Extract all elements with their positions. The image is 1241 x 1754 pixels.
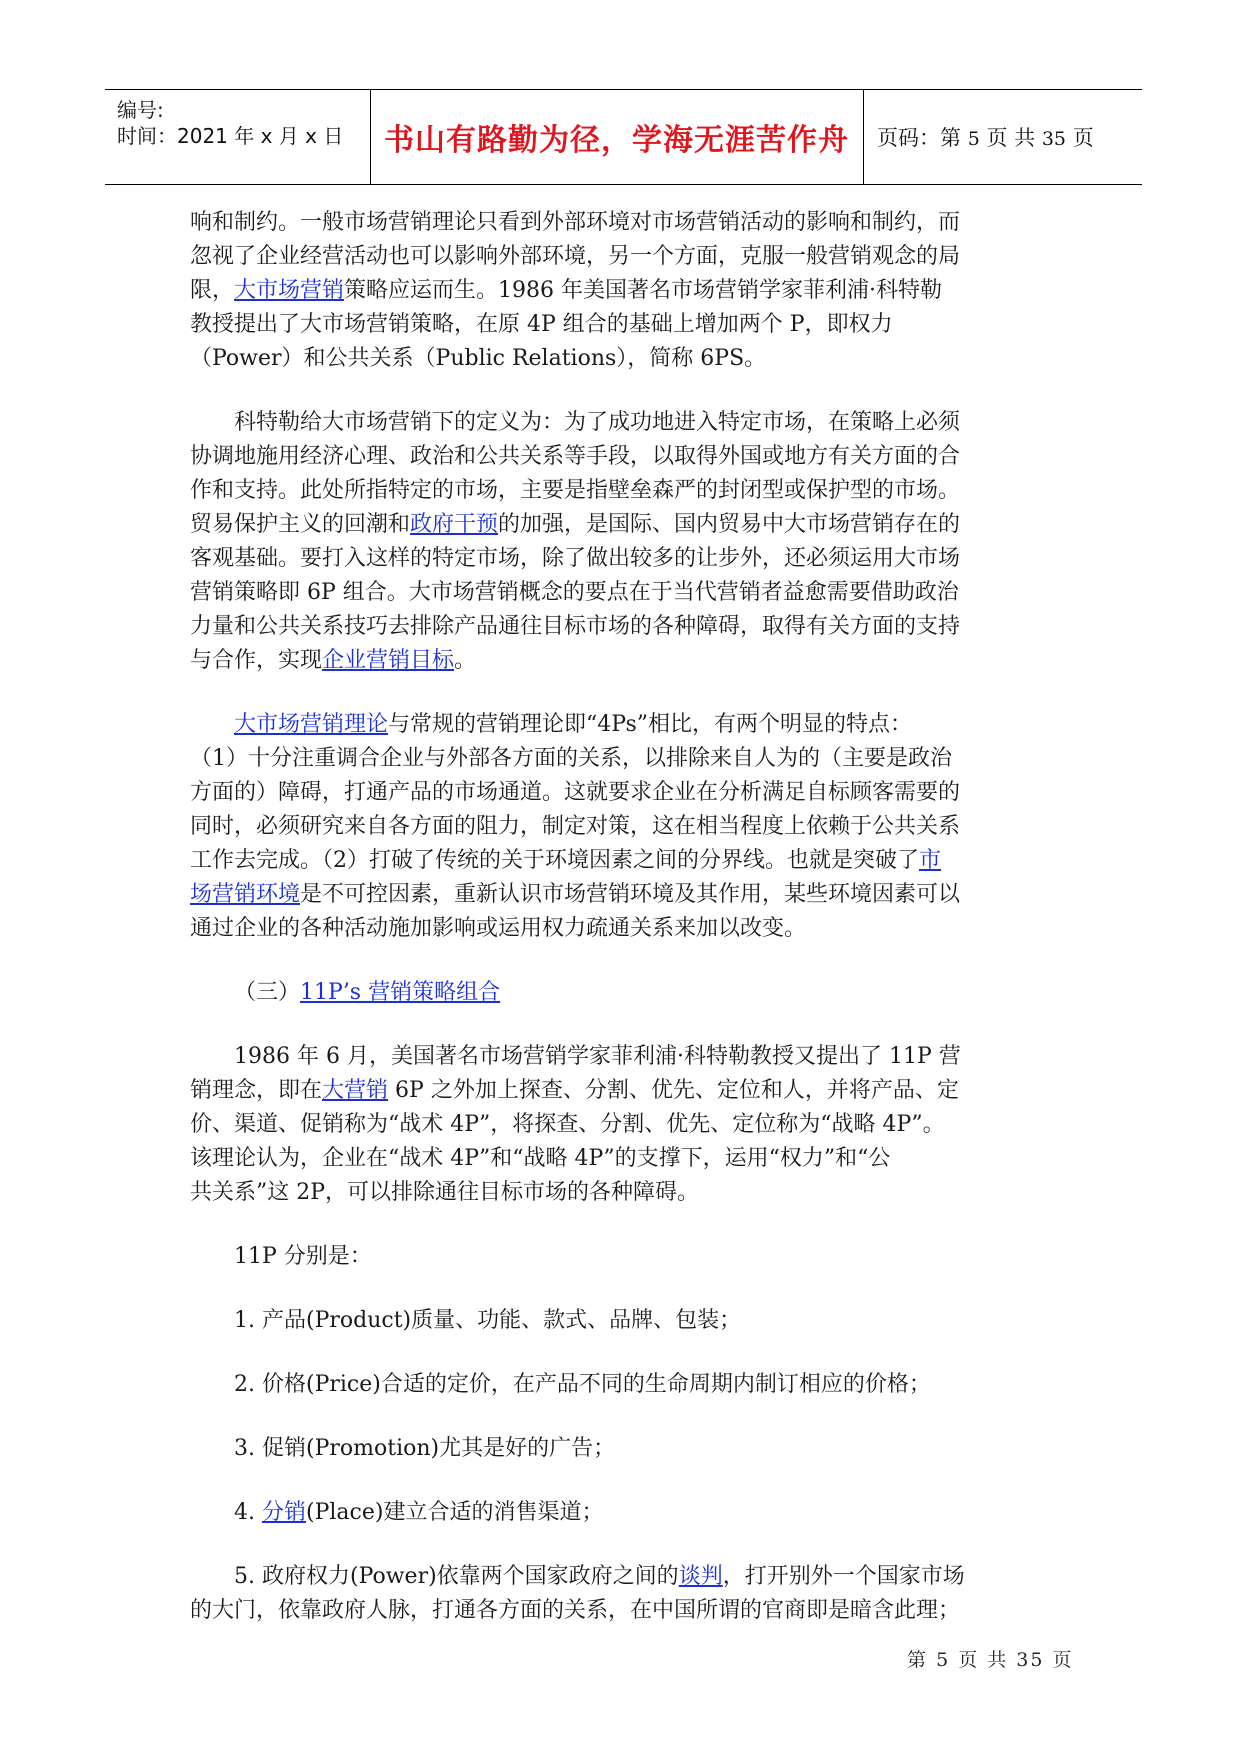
text-span: 的加强，是国际、国内贸易中大市场营销存在的 [498, 512, 961, 537]
text-line [190, 844, 1065, 878]
text-line: 营销策略即 6P 组合。大市场营销概念的要点在于当代营销者益愈需要借助政治 [190, 580, 959, 605]
text-line: 同时，必须研究来自各方面的阻力，制定对策，这在相当程度上依赖于公共关系 [190, 814, 961, 839]
page-footer [907, 1645, 1074, 1672]
text-line: 响和制约。一般市场营销理论只看到外部环境对市场营销活动的影响和制约，而 [190, 210, 961, 235]
text-line: 科特勒给大市场营销下的定义为：为了成功地进入特定市场，在策略上必须 [234, 410, 961, 435]
link-zhengfu-ganyu[interactable]: 政府干预 [410, 512, 499, 537]
text-line: 方面的）障碍，打通产品的市场通道。这就要求企业在分析满足自标顾客需要的 [190, 780, 961, 805]
time-label: 时间：2021 年 x 月 x 日 [117, 124, 344, 148]
text-span: 销理念，即在 [190, 1078, 323, 1103]
text-span: 6P 之外加上探查、分割、优先、定位和人，并将产品、定 [388, 1078, 959, 1103]
text-line: 该理论认为，企业在“战术 4P”和“战略 4P”的支撑下，运用“权力”和“公 [190, 1146, 891, 1171]
list-intro: 11P 分别是： [234, 1244, 372, 1269]
motto-text: 书山有路勤为径，学海无涯苦作舟 [384, 123, 849, 158]
page-prefix: 页码：第 [877, 126, 961, 150]
text-span: 4. [234, 1500, 262, 1525]
footer-page-total: 35 [1016, 1649, 1045, 1671]
text-span: 是不可控因素，重新认识市场营销环境及其作用，某些环境因素可以 [300, 882, 961, 907]
link-shichang-yingxiao-huanjing-part2[interactable]: 场营销环境 [190, 882, 301, 907]
link-da-shichang-yingxiao-lilun[interactable]: 大市场营销理论 [234, 712, 389, 737]
text-span: 5. 政府权力(Power)依靠两个国家政府之间的 [234, 1564, 679, 1589]
text-line [190, 1074, 1065, 1108]
text-line: 作和支持。此处所指特定的市场，主要是指壁垒森严的封闭型或保护型的市场。 [190, 478, 961, 503]
text-span: 。 [454, 648, 477, 673]
text-span: 策略应运而生。1986 年美国著名市场营销学家菲利浦·科特勒 [344, 278, 943, 303]
page-total: 35 [1041, 128, 1067, 150]
link-fenxiao[interactable]: 分销 [261, 1500, 306, 1525]
text-line [190, 878, 1065, 912]
link-tanpan[interactable]: 谈判 [678, 1564, 723, 1589]
serial-label: 编号: [117, 98, 164, 122]
document-body [190, 206, 1065, 1628]
list-item [190, 1560, 1065, 1594]
text-line [190, 274, 1065, 308]
footer-prefix: 第 [907, 1649, 929, 1671]
page-suffix: 页 [1072, 126, 1094, 150]
header-page-info [877, 122, 1094, 152]
text-line: 客观基础。要打入这样的特定市场，除了做出较多的让步外，还必须运用大市场 [190, 546, 961, 571]
text-line: 忽视了企业经营活动也可以影响外部环境，另一个方面，克服一般营销观念的局 [190, 244, 961, 269]
text-line [190, 708, 1065, 742]
header-motto-cell [370, 90, 864, 184]
text-line: 1986 年 6 月，美国著名市场营销学家菲利浦·科特勒教授又提出了 11P 营 [234, 1044, 961, 1069]
list-item: 3. 促销(Promotion)尤其是好的广告； [234, 1436, 616, 1461]
text-line: 协调地施用经济心理、政治和公共关系等手段，以取得外国或地方有关方面的合 [190, 444, 961, 469]
text-line [190, 508, 1065, 542]
link-shichang-yingxiao-huanjing-part1[interactable]: 市 [919, 848, 942, 873]
list-item: 2. 价格(Price)合适的定价，在产品不同的生命周期内制订相应的价格； [234, 1372, 931, 1397]
header-page-cell [863, 90, 1142, 184]
section-heading [190, 976, 1065, 1010]
text-span: 与常规的营销理论即“4Ps”相比，有两个明显的特点： [388, 712, 913, 737]
text-line: 教授提出了大市场营销策略，在原 4P 组合的基础上增加两个 P，即权力 [190, 312, 893, 337]
header-meta-cell [105, 90, 371, 184]
text-line: 力量和公共关系技巧去排除产品通往目标市场的各种障碍，取得有关方面的支持 [190, 614, 961, 639]
text-line [190, 644, 1065, 678]
footer-suffix: 页 [1052, 1649, 1074, 1671]
text-span: 与合作，实现 [190, 648, 323, 673]
text-line: 的大门，依靠政府人脉，打通各方面的关系，在中国所谓的官商即是暗含此理； [190, 1598, 961, 1623]
text-span: (Place)建立合适的消售渠道； [306, 1500, 604, 1525]
text-span: 贸易保护主义的回潮和 [190, 512, 411, 537]
page-mid: 页 共 [986, 126, 1036, 150]
link-qiye-yingxiao-mubiao[interactable]: 企业营销目标 [322, 648, 455, 673]
footer-mid: 页 共 [958, 1649, 1009, 1671]
text-line: 共关系”这 2P，可以排除通往目标市场的各种障碍。 [190, 1180, 700, 1205]
link-da-yingxiao[interactable]: 大营销 [322, 1078, 389, 1103]
list-item [190, 1496, 1065, 1530]
heading-prefix: （三） [234, 980, 301, 1005]
text-span: ，打开别外一个国家市场 [722, 1564, 965, 1589]
text-span: 工作去完成。（2）打破了传统的关于环境因素之间的分界线。也就是突破了 [190, 848, 919, 873]
footer-page-number: 5 [936, 1649, 951, 1671]
text-line: （Power）和公共关系（Public Relations），简称 6PS。 [190, 346, 767, 371]
text-line: 价、渠道、促销称为“战术 4P”，将探查、分割、优先、定位称为“战略 4P”。 [190, 1112, 945, 1137]
text-line: （1）十分注重调合企业与外部各方面的关系，以排除来自人为的（主要是政治 [190, 746, 952, 771]
link-da-shichang-yingxiao[interactable]: 大市场营销 [234, 278, 345, 303]
text-line: 通过企业的各种活动施加影响或运用权力疏通关系来加以改变。 [190, 916, 807, 941]
text-span: 限， [190, 278, 235, 303]
list-item: 1. 产品(Product)质量、功能、款式、品牌、包装； [234, 1308, 742, 1333]
link-11ps-strategy[interactable]: 11P’s 营销策略组合 [300, 980, 501, 1005]
page-number: 5 [967, 128, 980, 150]
page-header [105, 89, 1142, 185]
